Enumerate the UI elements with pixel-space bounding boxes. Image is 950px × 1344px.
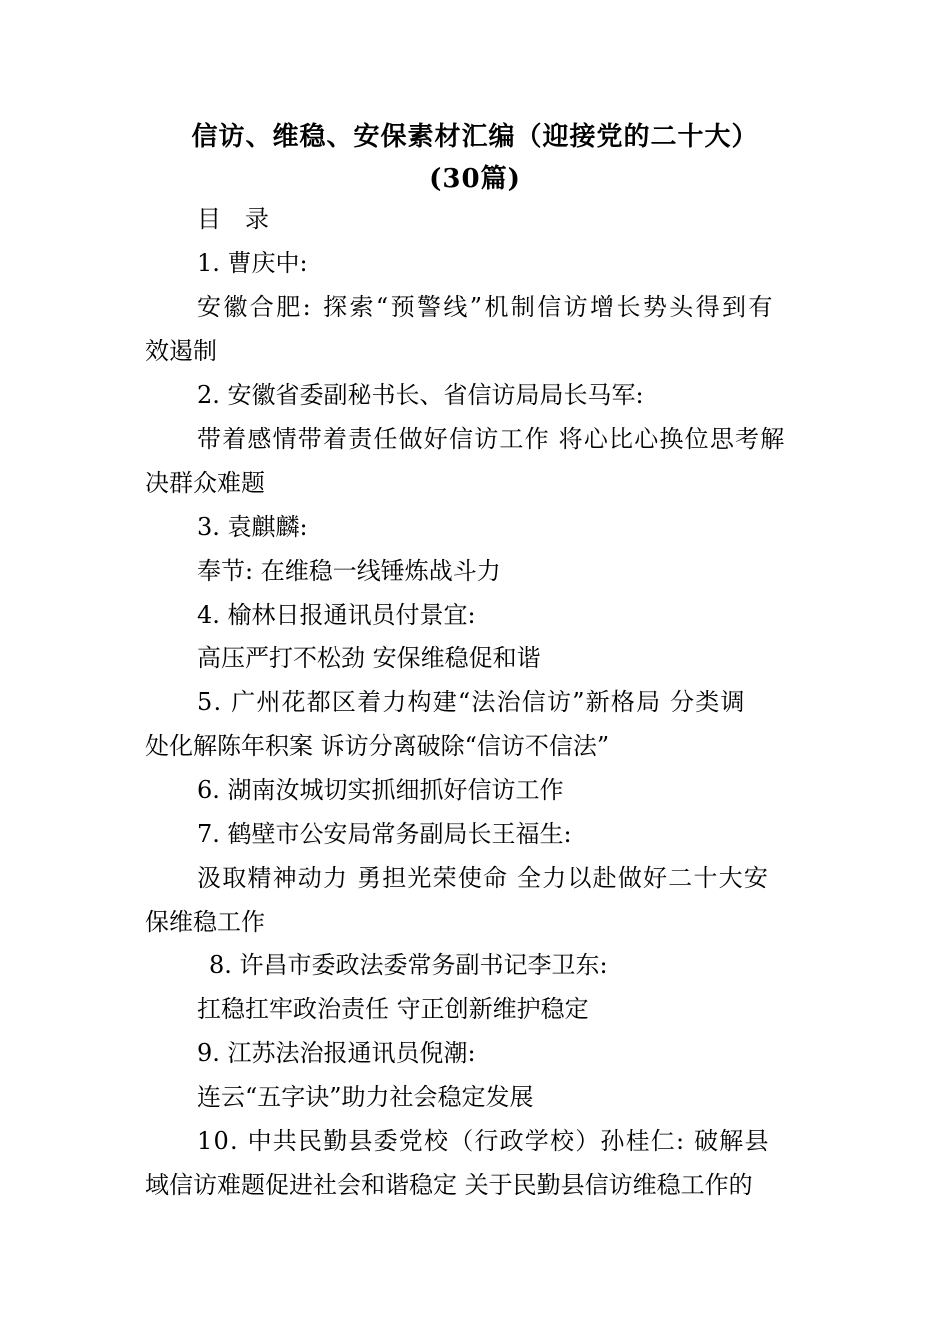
- toc-item-4-title: 高压严打不松劲 安保维稳促和谐: [197, 644, 541, 672]
- toc-item-9-number: 9. 江苏法治报通讯员倪潮:: [197, 1039, 476, 1067]
- toc-item-7-title-cont: 保维稳工作: [145, 908, 265, 936]
- toc-item-9-title: 连云“五字诀”助力社会稳定发展: [197, 1083, 534, 1111]
- toc-item-6-title: 6. 湖南汝城切实抓细抓好信访工作: [197, 776, 564, 804]
- document-subtitle: (30篇): [429, 164, 521, 194]
- toc-item-1-number: 1. 曹庆中:: [197, 249, 308, 277]
- toc-item-5-title: 5. 广州花都区着力构建“法治信访”新格局 分类调: [197, 688, 746, 716]
- document-title: 信访、维稳、安保素材汇编（迎接党的二十大）: [191, 122, 759, 152]
- toc-item-1-title-cont: 效遏制: [145, 337, 217, 365]
- toc-item-10-title: 10. 中共民勤县委党校（行政学校）孙桂仁: 破解县: [197, 1127, 770, 1155]
- toc-item-8-number: 8. 许昌市委政法委常务副书记李卫东:: [209, 951, 608, 979]
- toc-item-7-number: 7. 鹤壁市公安局常务副局长王福生:: [197, 820, 572, 848]
- toc-item-1-title: 安徽合肥: 探索“预警线”机制信访增长势头得到有: [197, 293, 775, 321]
- toc-item-8-title: 扛稳扛牢政治责任 守正创新维护稳定: [197, 995, 589, 1023]
- toc-item-5-title-cont: 处化解陈年积案 诉访分离破除“信访不信法”: [145, 732, 610, 760]
- toc-item-4-number: 4. 榆林日报通讯员付景宜:: [197, 601, 476, 629]
- toc-item-10-title-cont: 域信访难题促进社会和谐稳定 关于民勤县信访维稳工作的: [145, 1171, 753, 1199]
- toc-heading: 目 录: [197, 205, 269, 233]
- toc-item-7-title: 汲取精神动力 勇担光荣使命 全力以赴做好二十大安: [197, 864, 770, 892]
- toc-item-2-number: 2. 安徽省委副秘书长、省信访局局长马军:: [197, 381, 644, 409]
- toc-item-2-title: 带着感情带着责任做好信访工作 将心比心换位思考解: [197, 425, 786, 453]
- toc-item-3-number: 3. 袁麒麟:: [197, 513, 308, 541]
- toc-item-3-title: 奉节: 在维稳一线锤炼战斗力: [197, 557, 501, 585]
- toc-item-2-title-cont: 决群众难题: [145, 469, 265, 497]
